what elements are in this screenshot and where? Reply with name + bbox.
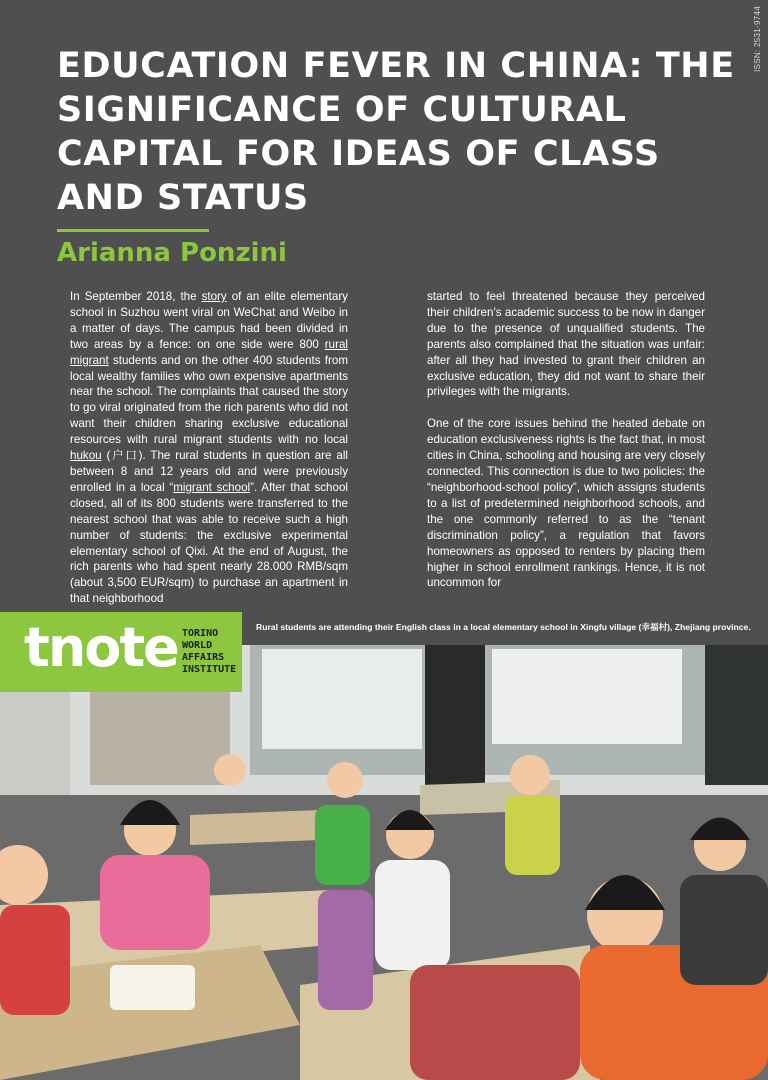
- link-hukou[interactable]: hukou: [70, 449, 102, 463]
- logo-wordmark: tnote: [24, 616, 178, 679]
- classroom-photo: [0, 645, 768, 1080]
- issn-label: ISSN: 2531-9744: [753, 6, 762, 72]
- text-run: ”. After that school closed, all of its 800 students were transferred to the nearest school that was able to receive such a high number of students: the exclusive experimental elementary school of Qixi. At the end of August, the rich parents who had spent nearly 28.000 RMB/sqm (about 3,500 EUR/sqm) to purchase an apartment in that neighborhood: [70, 480, 348, 606]
- text-run: of an elite elementary school in Suzhou went viral on WeChat and Weibo in a matter of days. The campus had been divided in two areas by a fence: on one side were 800: [70, 290, 348, 351]
- text-run: students and on the other 400 students from local wealthy families who own expensive apartments near the school. The complaints that caused the story to go viral originated from the rich parents who did not want their children sharing exclusive educational resources with rural migrant students with no local: [70, 353, 348, 447]
- link-migrant-school[interactable]: migrant school: [173, 480, 251, 494]
- institute-line: AFFAIRS: [182, 652, 225, 663]
- logo-institute: [182, 628, 238, 676]
- paragraph: started to feel threatened because they perceived their children’s academic success to be now in danger due to the presence of unqualified students. The parents also complained that the situation was unfair: after all they had invested to grant their children an exclusive education, they did not want to share their privileges with the migrants.: [427, 290, 705, 399]
- body-column-left: [70, 289, 348, 623]
- author-name: Arianna Ponzini: [57, 238, 287, 268]
- link-rural-migrant[interactable]: rural migrant: [70, 337, 348, 367]
- institute-line: WORLD: [182, 640, 213, 651]
- link-story[interactable]: story: [201, 290, 227, 303]
- classroom-illustration: [0, 645, 768, 1080]
- institute-line: INSTITUTE: [182, 664, 237, 675]
- institute-line: TORINO: [182, 628, 219, 639]
- article-title: EDUCATION FEVER IN CHINA: THE SIGNIFICANCE OF CULTURAL CAPITAL FOR IDEAS OF CLASS AND STATUS: [57, 46, 735, 218]
- title-divider: [57, 229, 209, 232]
- paragraph: [70, 289, 348, 607]
- paragraph: One of the core issues behind the heated debate on education exclusiveness rights is the fact that, in most cities in China, schooling and housing are very closely connected. This connection is due to two policies: the “neighborhood-school policy”, which assigns students to a list of predetermined neighborhood schools, and the one commonly referred to as the “tenant discrimination policy”, a regulation that favors homeowners as opposed to renters by placing them higher in school enrollment rankings. Hence, it is not uncommon for: [427, 417, 705, 590]
- photo-caption: Rural students are attending their English class in a local elementary school in Xingfu village (幸福村), Zhejiang province.: [256, 622, 751, 632]
- body-column-right: [427, 289, 705, 607]
- text-run: (户口). The rural students in question are all between 8 and 12 years old and were previously enrolled in a local “: [70, 449, 348, 494]
- tnote-logo: [0, 612, 242, 692]
- text-run: In September 2018, the: [70, 290, 202, 303]
